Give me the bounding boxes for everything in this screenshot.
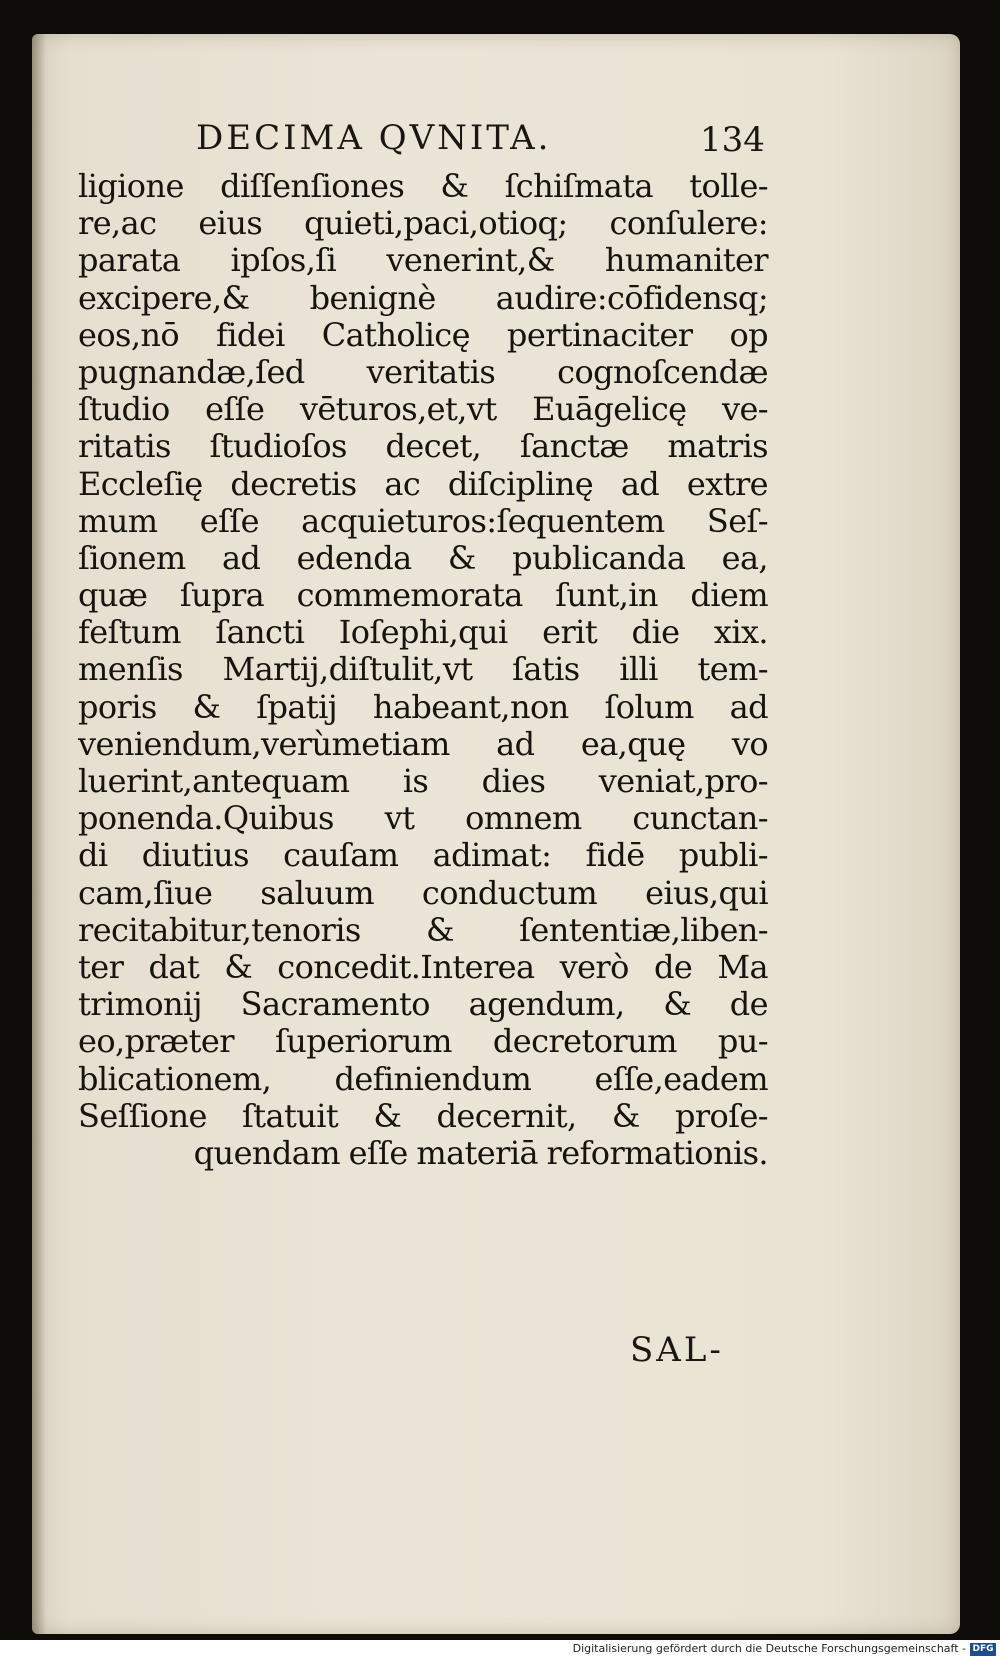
page-body-text <box>78 168 768 1172</box>
text-line: trimonij Sacramento agendum, & de <box>78 985 768 1024</box>
text-line: feſtum ſancti Ioſephi,qui erit die xix. <box>78 613 768 652</box>
text-line: di diutius cauſam adimat: fidē publi- <box>78 836 768 875</box>
text-line: poris & ſpatij habeant,non ſolum ad <box>78 687 768 726</box>
text-line: cam,ſiue saluum conductum eius,qui <box>78 873 768 912</box>
footer-credit: Digitalisierung gefördert durch die Deutsche Forschungsgemeinschaft - <box>572 1642 966 1655</box>
text-line: ſtudio eſſe vēturos,et,vt Euāgelicę ve- <box>78 390 768 429</box>
text-line: veniendum,verùmetiam ad ea,quę vo <box>78 724 768 763</box>
text-line: recitabitur,tenoris & ſententiæ,liben- <box>78 910 768 949</box>
text-line: ligione diſſenſiones & ſchiſmata tolle- <box>78 167 768 205</box>
text-line: Seſſione ſtatuit & decernit, & proſe- <box>78 1096 768 1135</box>
text-line: blicationem, definiendum eſſe,eadem <box>78 1059 768 1098</box>
text-line: mum eſſe acquieturos:ſequentem Seſ- <box>78 501 768 540</box>
text-line: ſionem ad edenda & publicanda ea, <box>78 538 768 577</box>
text-line: pugnandæ,ſed veritatis cognoſcendæ <box>78 352 768 391</box>
dfg-logo-icon: DFG <box>970 1643 996 1656</box>
text-line: eo,præter ſuperiorum decretorum pu- <box>78 1022 768 1061</box>
text-line: luerint,antequam is dies veniat,pro- <box>78 762 768 800</box>
text-line: re,ac eius quieti,paci,otioq; conſulere: <box>78 204 768 243</box>
catchword: SAL- <box>630 1330 724 1370</box>
running-head: DECIMA QVNITA. <box>196 118 552 158</box>
text-line: parata ipſos,ſi venerint,& humaniter <box>78 241 768 280</box>
text-line: ponenda.Quibus vt omnem cunctan- <box>78 799 768 838</box>
text-line: excipere,& benignè audire:cōfidensq; <box>78 278 768 317</box>
footer-strip <box>0 1640 1000 1660</box>
text-line: menſis Martij,diſtulit,vt ſatis illi tem- <box>78 650 768 689</box>
text-line: eos,nō fidei Catholicę pertinaciter op <box>78 315 768 354</box>
text-line: ritatis ſtudioſos decet, ſanctæ matris <box>78 427 768 466</box>
text-line: ter dat & concedit.Interea verò de Ma <box>78 947 768 986</box>
page-number: 134 <box>700 120 765 160</box>
text-line: Eccleſię decretis ac diſciplinę ad extre <box>78 464 768 503</box>
text-line: quæ ſupra commemorata ſunt,in diem <box>78 576 768 615</box>
text-line: quendam eſſe materiā reformationis. <box>193 1133 768 1172</box>
